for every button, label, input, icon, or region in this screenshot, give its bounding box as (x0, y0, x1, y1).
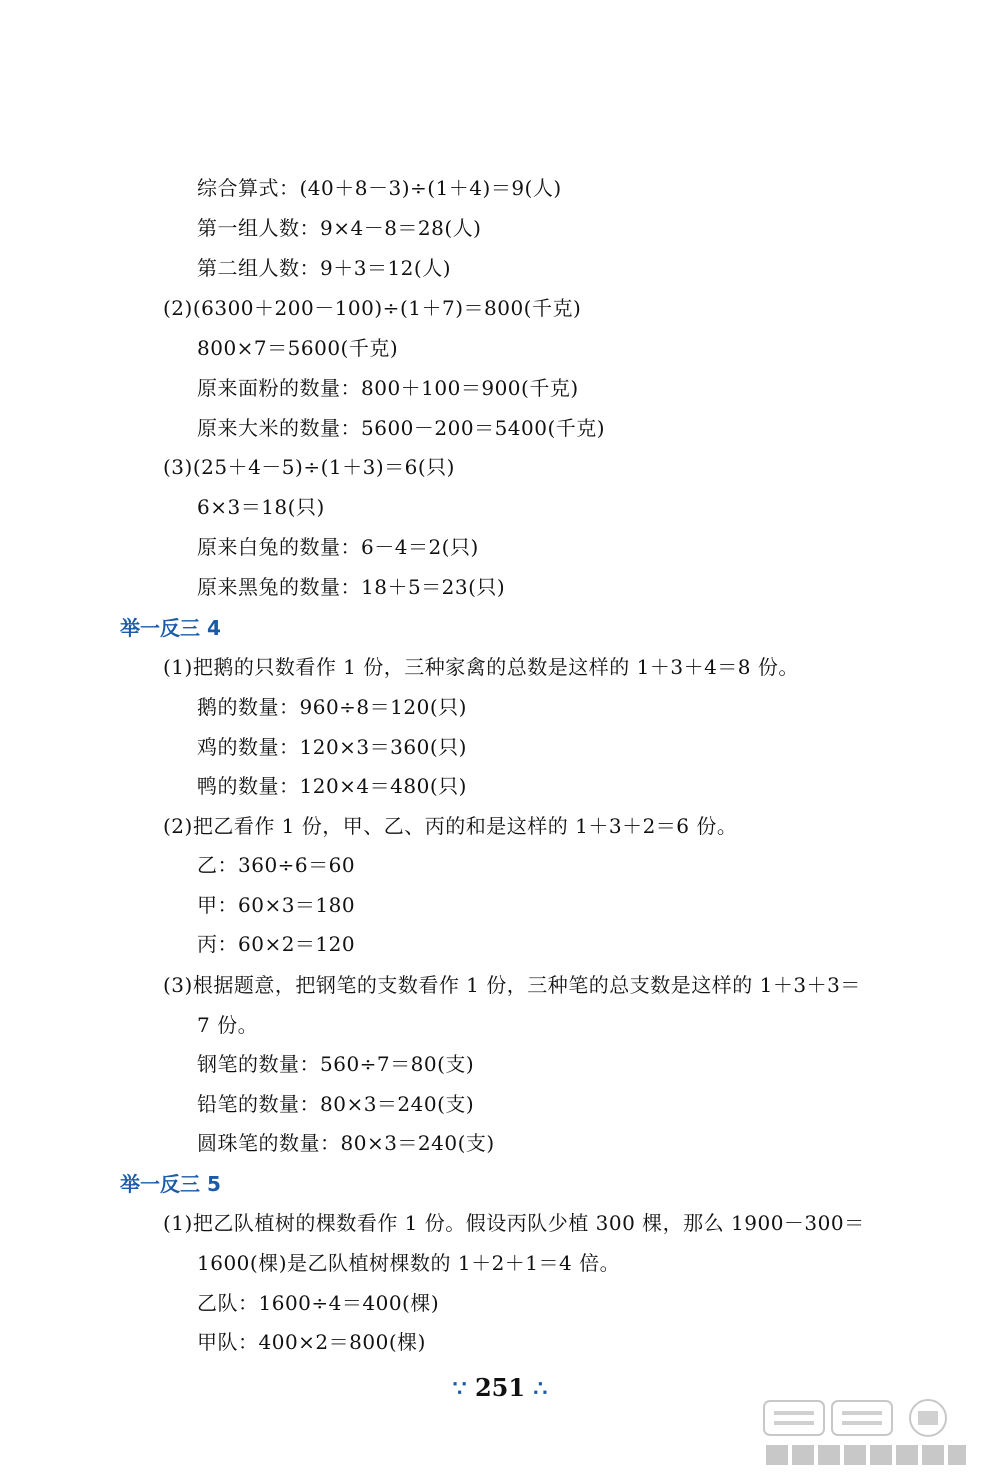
text-line: 第一组人数：9×4－8＝28(人) (197, 216, 482, 240)
text-line: 1600(棵)是乙队植树棵数的 1＋2＋1＝4 倍。 (197, 1251, 621, 1275)
text-line: 鸡的数量：120×3＝360(只) (197, 735, 467, 759)
text-line: (2)把乙看作 1 份，甲、乙、丙的和是这样的 1＋3＋2＝6 份。 (163, 814, 738, 838)
text-line: 原来白兔的数量：6－4＝2(只) (197, 535, 479, 559)
text-line: 铅笔的数量：80×3＝240(支) (197, 1092, 475, 1116)
text-line: (1)把乙队植树的棵数看作 1 份。假设丙队少植 300 棵，那么 1900－300＝ (163, 1211, 865, 1235)
text-line: 原来大米的数量：5600－200＝5400(千克) (197, 416, 606, 440)
text-line: 原来黑兔的数量：18＋5＝23(只) (197, 575, 506, 599)
text-line: (2)(6300＋200－100)÷(1＋7)＝800(千克) (163, 296, 582, 320)
text-line: 6×3＝18(只) (197, 495, 325, 519)
watermark-logo (760, 1397, 970, 1469)
text-line: 圆珠笔的数量：80×3＝240(支) (197, 1131, 495, 1155)
text-line: 乙：360÷6＝60 (197, 853, 356, 877)
section-heading: 举一反三 4 (120, 616, 221, 640)
dots-left-icon: ∵ (452, 1376, 467, 1402)
text-line: 鸭的数量：120×4＝480(只) (197, 774, 467, 798)
text-line: 第二组人数：9＋3＝12(人) (197, 256, 452, 280)
text-line: (3)根据题意，把钢笔的支数看作 1 份，三种笔的总支数是这样的 1＋3＋3＝ (163, 973, 861, 997)
page-number: 251 (474, 1373, 526, 1402)
text-line: (3)(25＋4－5)÷(1＋3)＝6(只) (163, 455, 455, 479)
section-heading: 举一反三 5 (120, 1172, 221, 1196)
dots-right-icon: ∴ (533, 1376, 548, 1402)
text-line: (1)把鹅的只数看作 1 份，三种家禽的总数是这样的 1＋3＋4＝8 份。 (163, 655, 799, 679)
text-line: 乙队：1600÷4＝400(棵) (197, 1291, 440, 1315)
text-line: 800×7＝5600(千克) (197, 336, 399, 360)
text-line: 甲：60×3＝180 (197, 893, 356, 917)
text-line: 鹅的数量：960÷8＝120(只) (197, 695, 467, 719)
text-line: 原来面粉的数量：800＋100＝900(千克) (197, 376, 579, 400)
text-line: 钢笔的数量：560÷7＝80(支) (197, 1052, 475, 1076)
text-line: 丙：60×2＝120 (197, 932, 356, 956)
text-line: 甲队：400×2＝800(棵) (197, 1330, 426, 1354)
text-line: 7 份。 (197, 1013, 259, 1037)
text-line: 综合算式：(40＋8－3)÷(1＋4)＝9(人) (197, 176, 562, 200)
